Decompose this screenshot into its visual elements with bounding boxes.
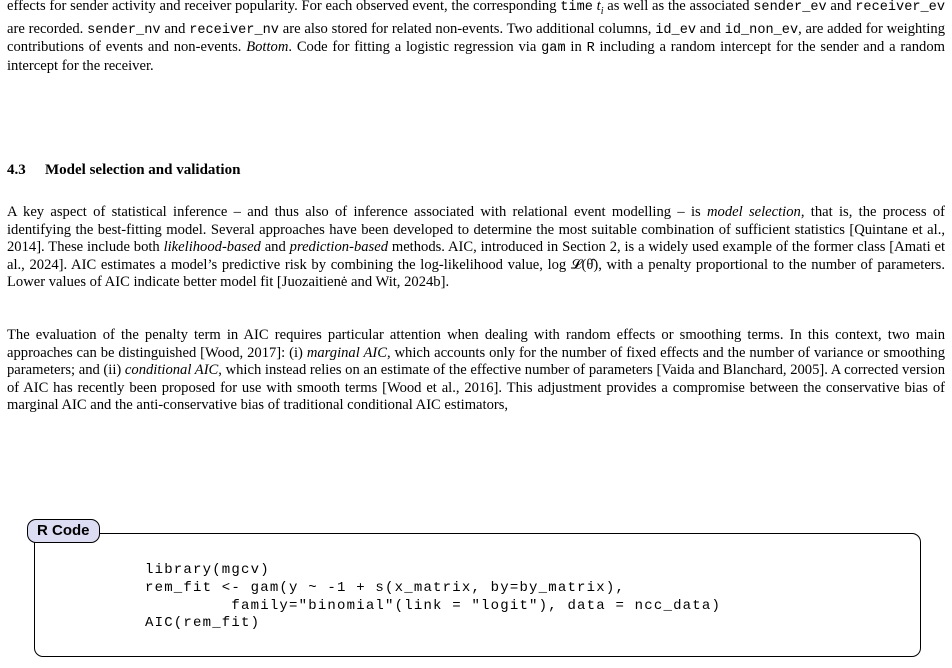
- text-run: including a random intercept for the sender and a random intercept for the receiver.: [7, 39, 946, 74]
- body-paragraph: [7, 204, 945, 292]
- text-run: as well as the associated: [603, 0, 754, 14]
- inline-code: receiver_nv: [189, 22, 279, 38]
- emphasis: conditional AIC: [124, 362, 219, 379]
- inline-code: receiver_ev: [855, 0, 945, 15]
- text-run: and: [160, 20, 190, 37]
- text-run: and: [260, 239, 290, 256]
- inline-code: id_non_ev: [724, 22, 799, 38]
- r-code-listing: library(mgcv) rem_fit <- gam(y ~ -1 + s(x_matrix, by=by_matrix), family="binomial"(link = "logit"), data = ncc_data) AIC(rem_fit): [145, 562, 722, 632]
- caption-paragraph: [7, 0, 945, 75]
- section-heading: [7, 162, 240, 179]
- section-number: 4.3: [7, 162, 26, 178]
- text-run: and: [826, 0, 856, 14]
- emphasis: model selection: [706, 204, 801, 220]
- text-run: A key aspect of statistical inference – and thus also of inference associated with relational event modelling – is: [7, 204, 707, 220]
- text-run: are also stored for related non-events. Two additional columns,: [278, 20, 656, 37]
- text-run: are recorded.: [7, 20, 88, 37]
- inline-code: R: [586, 41, 595, 57]
- emphasis: prediction-based: [289, 239, 388, 256]
- emphasis: Bottom: [246, 39, 289, 56]
- text-run: methods. AIC, introduced in Section 2, is a widely used example of the former class [Amati et al., 2024]. AIC estimates a model’s predictive risk by combining the log-likelihood value,: [7, 239, 946, 273]
- text-run: in: [565, 39, 587, 56]
- r-code-box: [34, 522, 921, 657]
- math-loglik: log 𝓛(θ̂): [547, 256, 599, 273]
- code-label-badge: R Code: [27, 519, 100, 543]
- body-paragraph: [7, 327, 945, 415]
- text-run: , that is, the process of identifying the best-fitting model. Several approaches have been developed to determine the most suitable combination of sufficient statistics [Quintane et al., 2014]. These include both: [7, 204, 945, 256]
- section-title: Model selection and validation: [45, 162, 241, 178]
- text-run: The evaluation of the penalty term in AIC requires particular attention when dealing with random effects or smoothing terms. In this context, two main approaches can be distinguished [Wood, 2017]: (i): [7, 327, 945, 361]
- text-run: . Code for fitting a logistic regression via: [288, 39, 542, 56]
- text-run: , which instead relies on an estimate of the effective number of parameters [Vaida and Blanchard, 2005]. A corrected version of AIC has recently been proposed for use with smooth terms [Wood et al., 2016]. This adjustment provides a compromise between the conservative bias of marginal AIC and the anti-conservative bias of traditional conditional AIC estimators,: [7, 362, 946, 414]
- text-run: effects for sender activity and receiver popularity. For each observed event, the corresponding: [7, 0, 561, 14]
- emphasis: likelihood-based: [163, 239, 261, 256]
- inline-code: gam: [541, 41, 566, 57]
- math-t-i: $t_i$: [596, 0, 604, 17]
- text-run: , with a penalty proportional to the number of parameters. Lower values of AIC indicate better model fit [Juozaitienė and Wit, 2024b].: [7, 256, 945, 291]
- text-run: , which accounts only for the number of fixed effects and the number of variance or smoothing parameters; and (ii): [7, 344, 945, 379]
- inline-code: time: [560, 0, 593, 15]
- inline-code: sender_ev: [753, 0, 827, 15]
- inline-code: id_ev: [655, 22, 697, 38]
- inline-code: sender_nv: [87, 22, 161, 38]
- text-run: and: [696, 20, 725, 37]
- text-run: , are added for weighting contributions of events and non-events.: [7, 20, 945, 56]
- emphasis: marginal AIC: [306, 344, 387, 361]
